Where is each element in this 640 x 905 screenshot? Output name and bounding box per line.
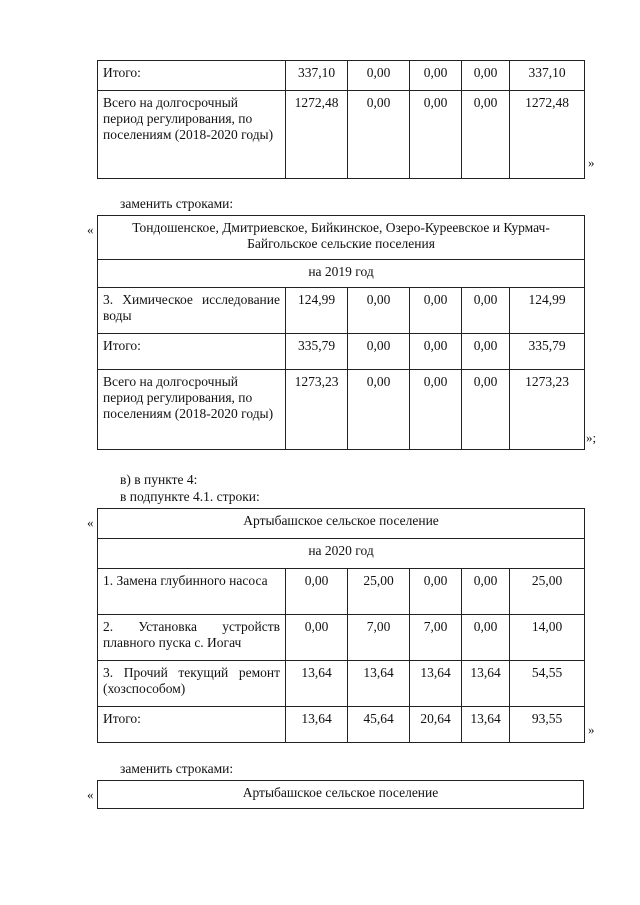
cell-value: 337,10 xyxy=(286,61,348,91)
table-section-2 xyxy=(97,215,585,450)
cell-value: 0,00 xyxy=(462,334,510,370)
settlement-header: Тондошенское, Дмитриевское, Бийкинское, Озеро-Куреевское и Курмач-Байгольское сельские поселения xyxy=(98,216,585,260)
cell-value: 45,64 xyxy=(348,707,410,743)
replace-text-1: заменить строками: xyxy=(120,196,234,211)
cell-value: 93,55 xyxy=(510,707,585,743)
open-quote: « xyxy=(87,515,94,530)
table-row xyxy=(98,569,585,615)
cell-value: 0,00 xyxy=(410,334,462,370)
cell-value: 1272,48 xyxy=(510,91,585,179)
subpoint-text: в подпункте 4.1. строки: xyxy=(120,489,260,504)
row-label: Итого: xyxy=(98,707,286,743)
row-label: Итого: xyxy=(98,334,286,370)
table-section-3 xyxy=(97,508,585,743)
close-quote: »; xyxy=(586,430,597,445)
open-quote: « xyxy=(87,787,94,802)
cell-value: 0,00 xyxy=(286,615,348,661)
cell-value: 0,00 xyxy=(348,288,410,334)
cell-value: 0,00 xyxy=(462,91,510,179)
year-label: на 2019 год xyxy=(98,260,585,288)
cell-value: 13,64 xyxy=(348,661,410,707)
table-row xyxy=(98,61,585,91)
cell-value: 124,99 xyxy=(510,288,585,334)
cell-value: 0,00 xyxy=(348,334,410,370)
cell-value: 1272,48 xyxy=(286,91,348,179)
close-quote: » xyxy=(588,722,595,737)
cell-value: 25,00 xyxy=(510,569,585,615)
row-label: 3. Химическое исследование воды xyxy=(98,288,286,334)
close-quote: » xyxy=(588,155,595,170)
table-row xyxy=(98,288,585,334)
table-row xyxy=(98,661,585,707)
cell-value: 7,00 xyxy=(410,615,462,661)
cell-value: 14,00 xyxy=(510,615,585,661)
cell-value: 0,00 xyxy=(410,288,462,334)
row-label: 3. Прочий текущий ремонт (хозспособом) xyxy=(98,661,286,707)
row-label: Всего на долгосрочный период регулирования, по поселениям (2018-2020 годы) xyxy=(98,370,286,450)
table-row xyxy=(98,707,585,743)
table-row xyxy=(98,370,585,450)
cell-value: 124,99 xyxy=(286,288,348,334)
cell-value: 54,55 xyxy=(510,661,585,707)
settlement-header: Артыбашское сельское поселение xyxy=(98,509,585,539)
row-label: 1. Замена глубинного насоса xyxy=(98,569,286,615)
table-header-row xyxy=(98,509,585,539)
cell-value: 0,00 xyxy=(462,61,510,91)
cell-value: 0,00 xyxy=(410,91,462,179)
cell-value: 0,00 xyxy=(462,615,510,661)
cell-value: 13,64 xyxy=(462,661,510,707)
row-label: 2. Установка устройств плавного пуска с. Иогач xyxy=(98,615,286,661)
cell-value: 7,00 xyxy=(348,615,410,661)
table-row xyxy=(98,615,585,661)
year-label: на 2020 год xyxy=(98,539,585,569)
cell-value: 13,64 xyxy=(410,661,462,707)
cell-value: 20,64 xyxy=(410,707,462,743)
cell-value: 0,00 xyxy=(348,370,410,450)
cell-value: 0,00 xyxy=(410,370,462,450)
table-section-1 xyxy=(97,60,585,179)
replace-text-2: заменить строками: xyxy=(120,761,234,776)
cell-value: 13,64 xyxy=(462,707,510,743)
cell-value: 0,00 xyxy=(410,61,462,91)
cell-value: 0,00 xyxy=(462,288,510,334)
table-year-row xyxy=(98,539,585,569)
table-header-row xyxy=(98,216,585,260)
cell-value: 25,00 xyxy=(348,569,410,615)
cell-value: 0,00 xyxy=(348,61,410,91)
cell-value: 335,79 xyxy=(286,334,348,370)
cell-value: 337,10 xyxy=(510,61,585,91)
cell-value: 1273,23 xyxy=(286,370,348,450)
table-header-row xyxy=(98,781,584,809)
open-quote: « xyxy=(87,222,94,237)
point-text: в) в пункте 4: xyxy=(120,472,198,487)
cell-value: 1273,23 xyxy=(510,370,585,450)
row-label: Всего на долгосрочный период регулирования, по поселениям (2018-2020 годы) xyxy=(98,91,286,179)
table-section-4 xyxy=(97,780,584,809)
cell-value: 0,00 xyxy=(462,370,510,450)
cell-value: 13,64 xyxy=(286,661,348,707)
cell-value: 0,00 xyxy=(410,569,462,615)
cell-value: 0,00 xyxy=(286,569,348,615)
cell-value: 335,79 xyxy=(510,334,585,370)
settlement-header: Артыбашское сельское поселение xyxy=(98,781,584,809)
cell-value: 0,00 xyxy=(462,569,510,615)
cell-value: 13,64 xyxy=(286,707,348,743)
cell-value: 0,00 xyxy=(348,91,410,179)
table-row xyxy=(98,334,585,370)
table-year-row xyxy=(98,260,585,288)
table-row xyxy=(98,91,585,179)
row-label: Итого: xyxy=(98,61,286,91)
